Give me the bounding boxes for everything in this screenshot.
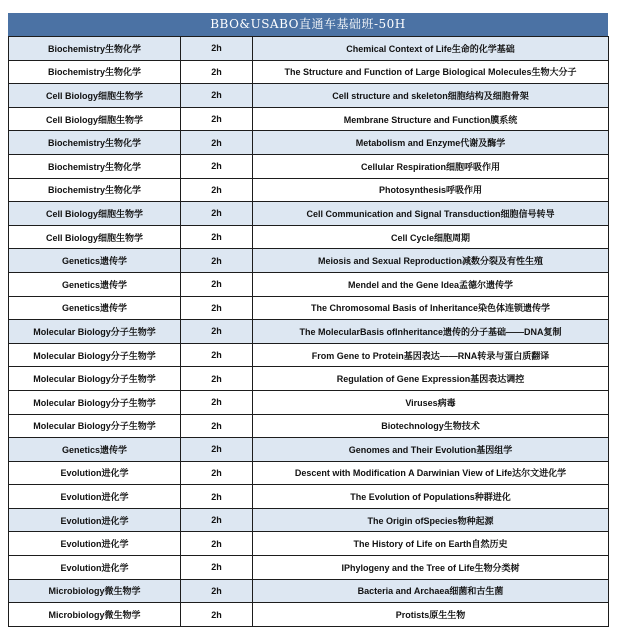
topic-cell: Bacteria and Archaea细菌和古生菌 [253,579,609,603]
table-row [9,37,609,61]
course-cell: Genetics遗传学 [9,249,181,273]
hours-cell: 2h [181,272,253,296]
hours-cell: 2h [181,320,253,344]
course-cell: Evolution进化学 [9,485,181,509]
table-row [9,343,609,367]
course-cell: Biochemistry生物化学 [9,60,181,84]
course-cell: Genetics遗传学 [9,296,181,320]
course-cell: Genetics遗传学 [9,438,181,462]
course-table-body [9,37,609,627]
table-row [9,390,609,414]
topic-cell: Cell Cycle细胞周期 [253,225,609,249]
hours-cell: 2h [181,154,253,178]
table-row [9,320,609,344]
topic-cell: The Chromosomal Basis of Inheritance染色体连锁遗传学 [253,296,609,320]
hours-cell: 2h [181,178,253,202]
topic-cell: Mendel and the Gene Idea孟德尔遗传学 [253,272,609,296]
table-row [9,532,609,556]
table-row [9,556,609,580]
topic-cell: The History of Life on Earth自然历史 [253,532,609,556]
course-cell: Molecular Biology分子生物学 [9,320,181,344]
course-schedule [8,13,608,627]
course-cell: Cell Biology细胞生物学 [9,225,181,249]
hours-cell: 2h [181,296,253,320]
topic-cell: IPhylogeny and the Tree of Life生物分类树 [253,556,609,580]
table-row [9,84,609,108]
topic-cell: Cell structure and skeleton细胞结构及细胞骨架 [253,84,609,108]
topic-cell: Meiosis and Sexual Reproduction减数分裂及有性生殖 [253,249,609,273]
hours-cell: 2h [181,107,253,131]
hours-cell: 2h [181,579,253,603]
course-cell: Cell Biology细胞生物学 [9,107,181,131]
table-row [9,461,609,485]
hours-cell: 2h [181,603,253,627]
table-title: BBO&USABO直通车基础班-50H [8,13,608,36]
topic-cell: Cellular Respiration细胞呼吸作用 [253,154,609,178]
course-cell: Cell Biology细胞生物学 [9,202,181,226]
course-cell: Evolution进化学 [9,461,181,485]
hours-cell: 2h [181,532,253,556]
course-cell: Biochemistry生物化学 [9,154,181,178]
topic-cell: Viruses病毒 [253,390,609,414]
topic-cell: The Origin ofSpecies物种起源 [253,508,609,532]
course-cell: Evolution进化学 [9,532,181,556]
table-row [9,603,609,627]
hours-cell: 2h [181,225,253,249]
hours-cell: 2h [181,202,253,226]
hours-cell: 2h [181,131,253,155]
topic-cell: Membrane Structure and Function膜系统 [253,107,609,131]
table-row [9,367,609,391]
table-row [9,296,609,320]
topic-cell: The Structure and Function of Large Biological Molecules生物大分子 [253,60,609,84]
table-row [9,579,609,603]
hours-cell: 2h [181,508,253,532]
table-row [9,249,609,273]
course-cell: Biochemistry生物化学 [9,37,181,61]
topic-cell: Photosynthesis呼吸作用 [253,178,609,202]
hours-cell: 2h [181,343,253,367]
hours-cell: 2h [181,414,253,438]
hours-cell: 2h [181,485,253,509]
course-cell: Molecular Biology分子生物学 [9,343,181,367]
topic-cell: From Gene to Protein基因表达——RNA转录与蛋白质翻译 [253,343,609,367]
topic-cell: Regulation of Gene Expression基因表达调控 [253,367,609,391]
course-cell: Biochemistry生物化学 [9,131,181,155]
course-cell: Evolution进化学 [9,556,181,580]
table-row [9,131,609,155]
table-row [9,485,609,509]
hours-cell: 2h [181,84,253,108]
table-row [9,438,609,462]
hours-cell: 2h [181,60,253,84]
topic-cell: Metabolism and Enzyme代谢及酶学 [253,131,609,155]
course-cell: Genetics遗传学 [9,272,181,296]
table-row [9,414,609,438]
topic-cell: Descent with Modification A Darwinian View of Life达尔文进化学 [253,461,609,485]
table-row [9,178,609,202]
topic-cell: Chemical Context of Life生命的化学基础 [253,37,609,61]
table-row [9,202,609,226]
table-row [9,60,609,84]
table-row [9,272,609,296]
topic-cell: Genomes and Their Evolution基因组学 [253,438,609,462]
course-cell: Molecular Biology分子生物学 [9,414,181,438]
course-cell: Cell Biology细胞生物学 [9,84,181,108]
hours-cell: 2h [181,438,253,462]
course-cell: Molecular Biology分子生物学 [9,390,181,414]
table-row [9,225,609,249]
course-cell: Molecular Biology分子生物学 [9,367,181,391]
topic-cell: Cell Communication and Signal Transduction细胞信号转导 [253,202,609,226]
table-row [9,508,609,532]
topic-cell: Protists原生生物 [253,603,609,627]
hours-cell: 2h [181,249,253,273]
course-table [8,36,609,627]
hours-cell: 2h [181,37,253,61]
hours-cell: 2h [181,556,253,580]
hours-cell: 2h [181,367,253,391]
table-row [9,107,609,131]
hours-cell: 2h [181,390,253,414]
topic-cell: The MolecularBasis ofInheritance遗传的分子基础——DNA复制 [253,320,609,344]
course-cell: Microbiology微生物学 [9,579,181,603]
topic-cell: Biotechnology生物技术 [253,414,609,438]
course-cell: Evolution进化学 [9,508,181,532]
table-row [9,154,609,178]
topic-cell: The Evolution of Populations种群进化 [253,485,609,509]
hours-cell: 2h [181,461,253,485]
course-cell: Microbiology微生物学 [9,603,181,627]
course-cell: Biochemistry生物化学 [9,178,181,202]
